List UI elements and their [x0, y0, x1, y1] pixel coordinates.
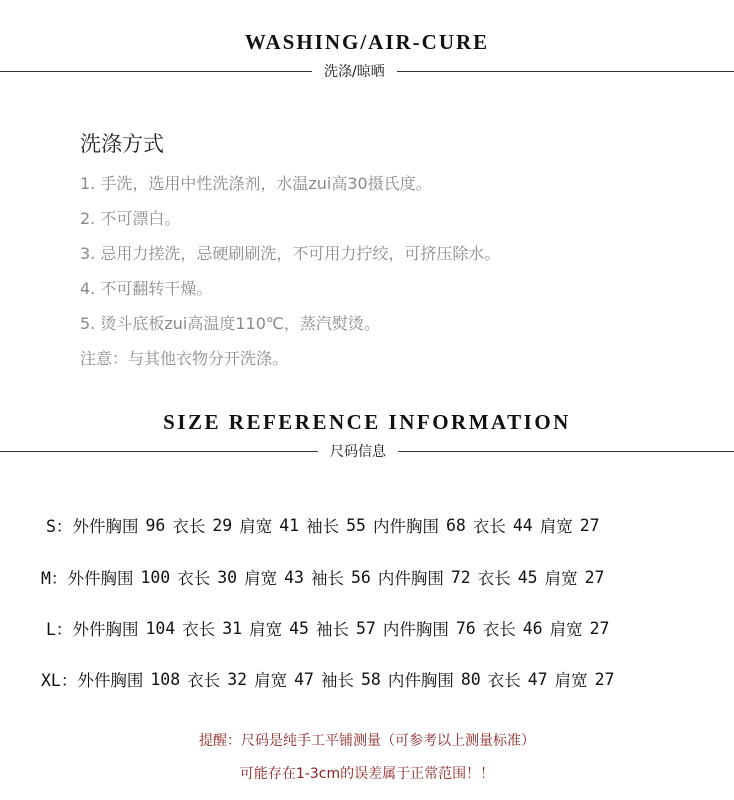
inner-chest-value: 72 — [450, 567, 471, 587]
sleeve-label: 袖长 — [306, 517, 340, 536]
washing-note: 注意：与其他衣物分开洗涤。 — [80, 349, 289, 368]
length-value: 30 — [217, 567, 238, 587]
length-label: 衣长 — [182, 620, 216, 639]
size-label: XL： — [41, 671, 78, 690]
inner-chest-value: 76 — [455, 618, 476, 638]
outer-chest-label: 外件胸围 — [72, 620, 139, 639]
outer-chest-value: 100 — [140, 567, 171, 587]
washing-item: 4. 不可翻转干燥。 — [80, 279, 213, 298]
divider-line-left — [0, 71, 312, 72]
shoulder-value: 41 — [279, 515, 300, 535]
inner-shoulder-value: 27 — [589, 618, 610, 638]
washing-title: WASHING/AIR-CURE — [244, 30, 490, 54]
shoulder-label: 肩宽 — [254, 671, 288, 690]
inner-chest-label: 内件胸围 — [377, 569, 444, 588]
inner-length-label: 衣长 — [472, 517, 506, 536]
inner-shoulder-value: 27 — [594, 669, 615, 689]
shoulder-label: 肩宽 — [249, 620, 283, 639]
divider-line-left — [0, 451, 318, 452]
inner-shoulder-label: 肩宽 — [539, 517, 573, 536]
size-label: L： — [46, 620, 73, 639]
outer-chest-label: 外件胸围 — [77, 671, 144, 690]
shoulder-value: 43 — [284, 567, 304, 587]
length-label: 衣长 — [177, 569, 211, 588]
size-subtitle: 尺码信息 — [330, 444, 386, 460]
washing-instructions — [80, 128, 500, 376]
shoulder-value: 45 — [289, 618, 309, 638]
inner-shoulder-label: 肩宽 — [549, 620, 583, 639]
inner-length-value: 44 — [512, 515, 533, 535]
inner-chest-label: 内件胸围 — [387, 671, 454, 690]
shoulder-value: 47 — [294, 669, 314, 689]
outer-chest-value: 108 — [150, 669, 181, 689]
inner-chest-label: 内件胸围 — [382, 620, 449, 639]
outer-chest-value: 104 — [145, 618, 176, 638]
divider-line-right — [398, 451, 734, 452]
inner-length-label: 衣长 — [487, 671, 521, 690]
inner-chest-label: 内件胸围 — [372, 517, 439, 536]
inner-chest-value: 68 — [445, 515, 466, 535]
size-title: SIZE REFERENCE INFORMATION — [163, 410, 571, 434]
washing-subtitle: 洗涤/晾晒 — [324, 64, 385, 80]
size-row — [0, 505, 734, 545]
washing-item: 5. 烫斗底板zui高温度110℃，蒸汽熨烫。 — [80, 314, 380, 333]
outer-chest-value: 96 — [145, 515, 166, 535]
sleeve-value: 58 — [360, 669, 381, 689]
inner-length-label: 衣长 — [477, 569, 511, 588]
inner-shoulder-value: 27 — [579, 515, 600, 535]
sleeve-value: 56 — [351, 567, 371, 587]
sleeve-label: 袖长 — [320, 671, 354, 690]
washing-subtitle-row — [0, 61, 734, 81]
sleeve-value: 55 — [346, 515, 366, 535]
washing-heading: 洗涤方式 — [80, 132, 164, 156]
sleeve-value: 57 — [356, 618, 376, 638]
size-label: M： — [41, 569, 68, 588]
inner-length-value: 45 — [517, 567, 538, 587]
outer-chest-label: 外件胸围 — [67, 569, 134, 588]
inner-length-label: 衣长 — [482, 620, 516, 639]
size-label: S： — [46, 517, 73, 536]
shoulder-label: 肩宽 — [244, 569, 278, 588]
reminder-note: 提醒：尺码是纯手工平铺测量（可参考以上测量标准） — [199, 733, 535, 749]
shoulder-label: 肩宽 — [239, 517, 273, 536]
tolerance-note: 可能存在1-3cm的误差属于正常范围！！ — [239, 766, 495, 782]
length-value: 29 — [212, 515, 233, 535]
size-row — [0, 608, 734, 648]
length-label: 衣长 — [172, 517, 206, 536]
washing-item: 2. 不可漂白。 — [80, 209, 181, 228]
sleeve-label: 袖长 — [316, 620, 349, 639]
length-label: 衣长 — [187, 671, 221, 690]
length-value: 32 — [227, 669, 248, 689]
sleeve-label: 袖长 — [311, 569, 344, 588]
inner-length-value: 47 — [527, 669, 548, 689]
divider-line-right — [397, 71, 734, 72]
washing-item: 3. 忌用力搓洗，忌硬刷刷洗，不可用力拧绞，可挤压除水。 — [80, 244, 501, 263]
size-row — [0, 659, 734, 699]
inner-shoulder-label: 肩宽 — [554, 671, 588, 690]
size-row — [0, 557, 734, 597]
washing-item: 1. 手洗，选用中性洗涤剂，水温zui高30摄氏度。 — [80, 174, 432, 193]
inner-length-value: 46 — [522, 618, 543, 638]
outer-chest-label: 外件胸围 — [72, 517, 139, 536]
inner-chest-value: 80 — [460, 669, 481, 689]
length-value: 31 — [222, 618, 243, 638]
size-subtitle-row — [0, 441, 734, 461]
inner-shoulder-label: 肩宽 — [544, 569, 578, 588]
inner-shoulder-value: 27 — [584, 567, 605, 587]
